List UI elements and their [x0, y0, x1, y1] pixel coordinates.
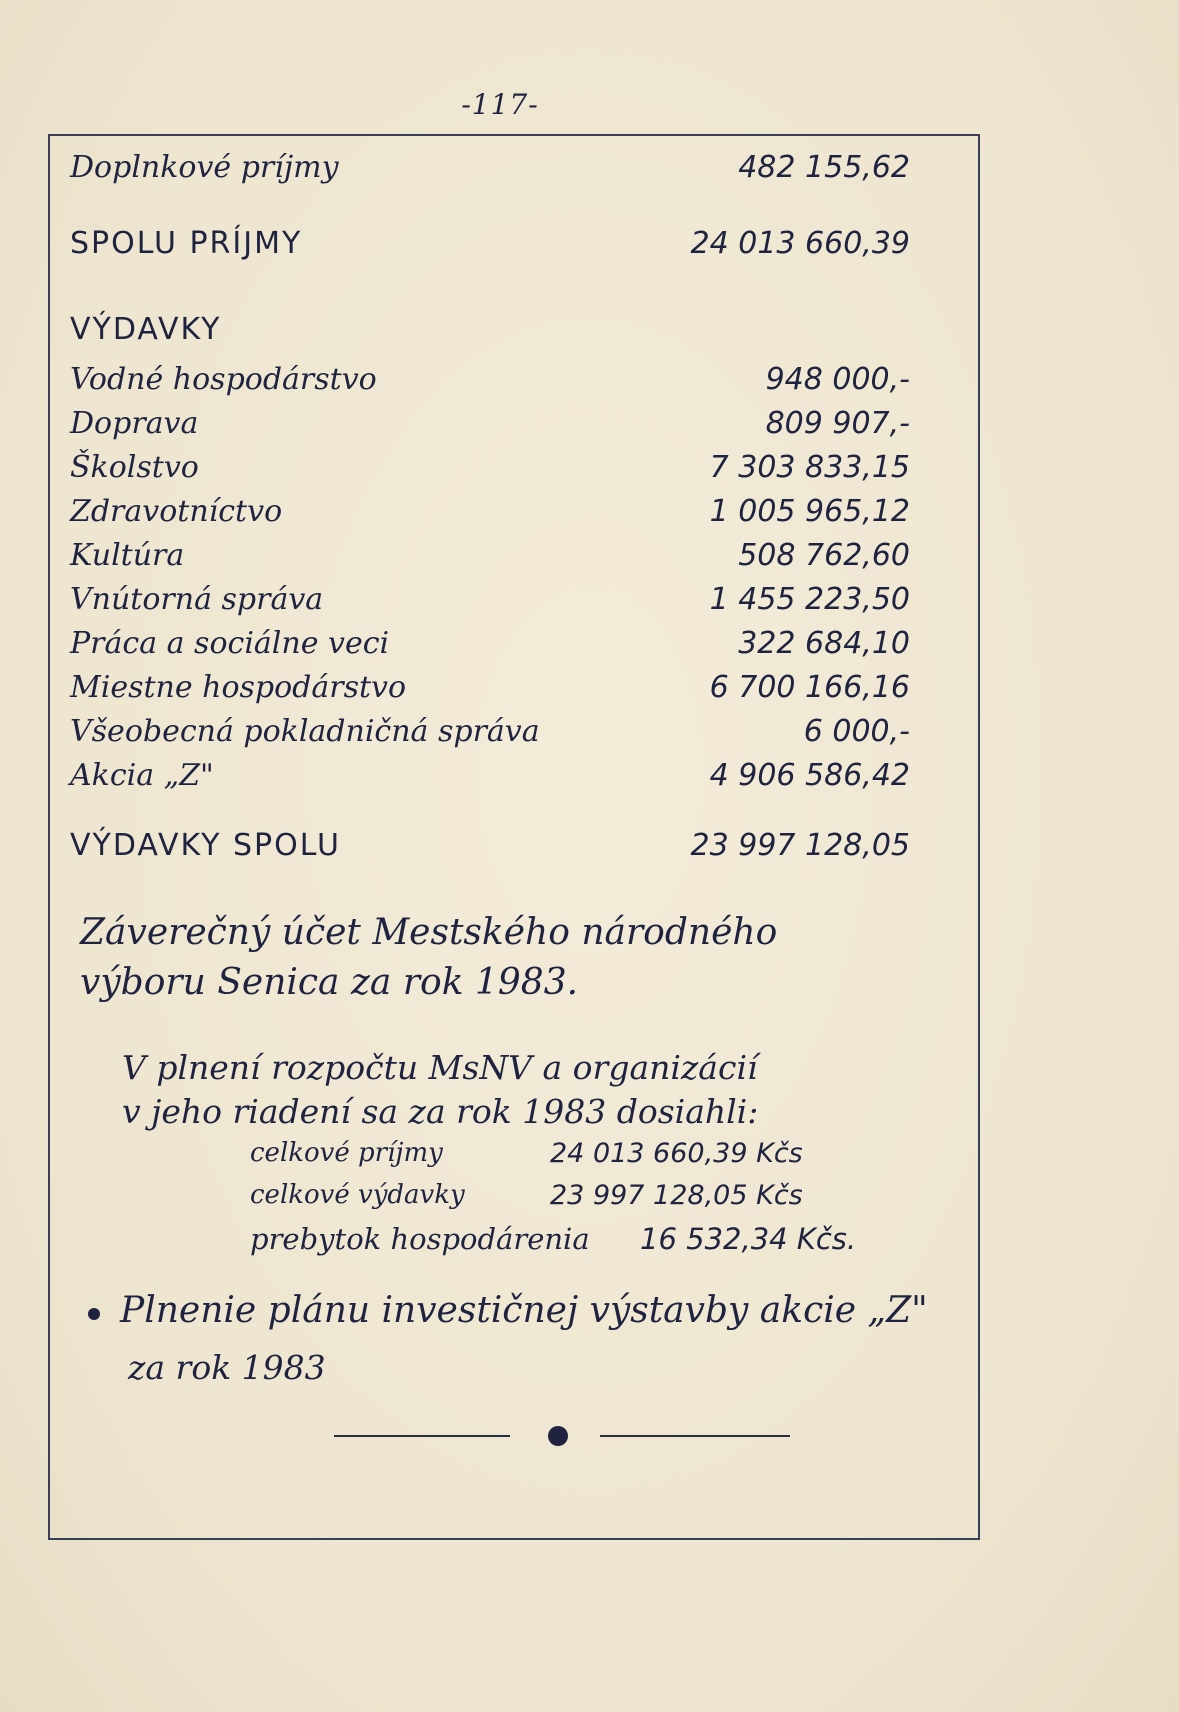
- expenses-total-row: [70, 828, 910, 872]
- summary-row-surplus: [250, 1222, 860, 1262]
- expenses-heading: VÝDAVKY: [70, 312, 222, 347]
- expense-value: 6 700 166,16: [709, 670, 910, 705]
- expense-label: Práca a sociálne veci: [70, 626, 390, 661]
- expense-value: 7 303 833,15: [709, 450, 910, 485]
- summary-label: prebytok hospodárenia: [250, 1222, 590, 1256]
- expense-row: [70, 406, 910, 450]
- bullet-line2: za rok 1983: [128, 1348, 326, 1387]
- income-label: Doplnkové príjmy: [70, 150, 339, 185]
- divider-line-right: [600, 1435, 790, 1437]
- income-total-label: SPOLU PRÍJMY: [70, 226, 303, 261]
- expense-row: [70, 714, 910, 758]
- summary-value: 16 532,34 Kčs.: [640, 1222, 857, 1256]
- expenses-heading-row: [70, 312, 910, 356]
- expense-value: 1 455 223,50: [709, 582, 910, 617]
- expense-label: Doprava: [70, 406, 199, 441]
- closing-title-line1: Záverečný účet Mestského národného: [80, 912, 778, 953]
- closing-paragraph-line2: v jeho riadení sa za rok 1983 dosiahli:: [122, 1092, 759, 1131]
- expense-value: 6 000,-: [803, 714, 910, 749]
- summary-label: celkové príjmy: [250, 1138, 443, 1168]
- summary-row-expenses: [250, 1180, 860, 1220]
- expense-row: [70, 538, 910, 582]
- expense-value: 809 907,-: [765, 406, 910, 441]
- expense-label: Kultúra: [70, 538, 185, 573]
- expense-value: 4 906 586,42: [709, 758, 910, 793]
- bullet-line1: Plnenie plánu investičnej výstavby akcie „Z": [120, 1290, 928, 1331]
- summary-value: 24 013 660,39 Kčs: [550, 1138, 803, 1169]
- income-value: 482 155,62: [738, 150, 910, 185]
- summary-value: 23 997 128,05 Kčs: [550, 1180, 803, 1211]
- expense-row: [70, 362, 910, 406]
- expense-label: Školstvo: [70, 450, 199, 485]
- closing-paragraph-line1: V plnení rozpočtu MsNV a organizácií: [122, 1048, 758, 1087]
- expense-row: [70, 450, 910, 494]
- expense-label: Vnútorná správa: [70, 582, 324, 617]
- expense-value: 508 762,60: [738, 538, 910, 573]
- divider-line-left: [334, 1435, 510, 1437]
- summary-label: celkové výdavky: [250, 1180, 465, 1210]
- bullet-dot: [88, 1308, 100, 1320]
- expense-row: [70, 494, 910, 538]
- expense-label: Zdravotníctvo: [70, 494, 283, 529]
- income-total-value: 24 013 660,39: [690, 226, 910, 261]
- expenses-total-label: VÝDAVKY SPOLU: [70, 828, 341, 863]
- expense-value: 322 684,10: [738, 626, 910, 661]
- summary-row-income: [250, 1138, 860, 1178]
- expense-row: [70, 670, 910, 714]
- expense-row: [70, 626, 910, 670]
- expense-row: [70, 758, 910, 802]
- expense-label: Všeobecná pokladničná správa: [70, 714, 540, 749]
- income-row-supplementary: [70, 150, 910, 194]
- expense-value: 1 005 965,12: [709, 494, 910, 529]
- page-number: -117-: [461, 88, 539, 121]
- expense-label: Akcia „Z": [70, 758, 214, 793]
- expenses-total-value: 23 997 128,05: [690, 828, 910, 863]
- expense-label: Miestne hospodárstvo: [70, 670, 407, 705]
- expense-row: [70, 582, 910, 626]
- expense-value: 948 000,-: [765, 362, 910, 397]
- expense-label: Vodné hospodárstvo: [70, 362, 377, 397]
- divider-dot: [548, 1426, 568, 1446]
- closing-title-line2: výboru Senica za rok 1983.: [80, 962, 579, 1003]
- income-row-total: [70, 226, 910, 270]
